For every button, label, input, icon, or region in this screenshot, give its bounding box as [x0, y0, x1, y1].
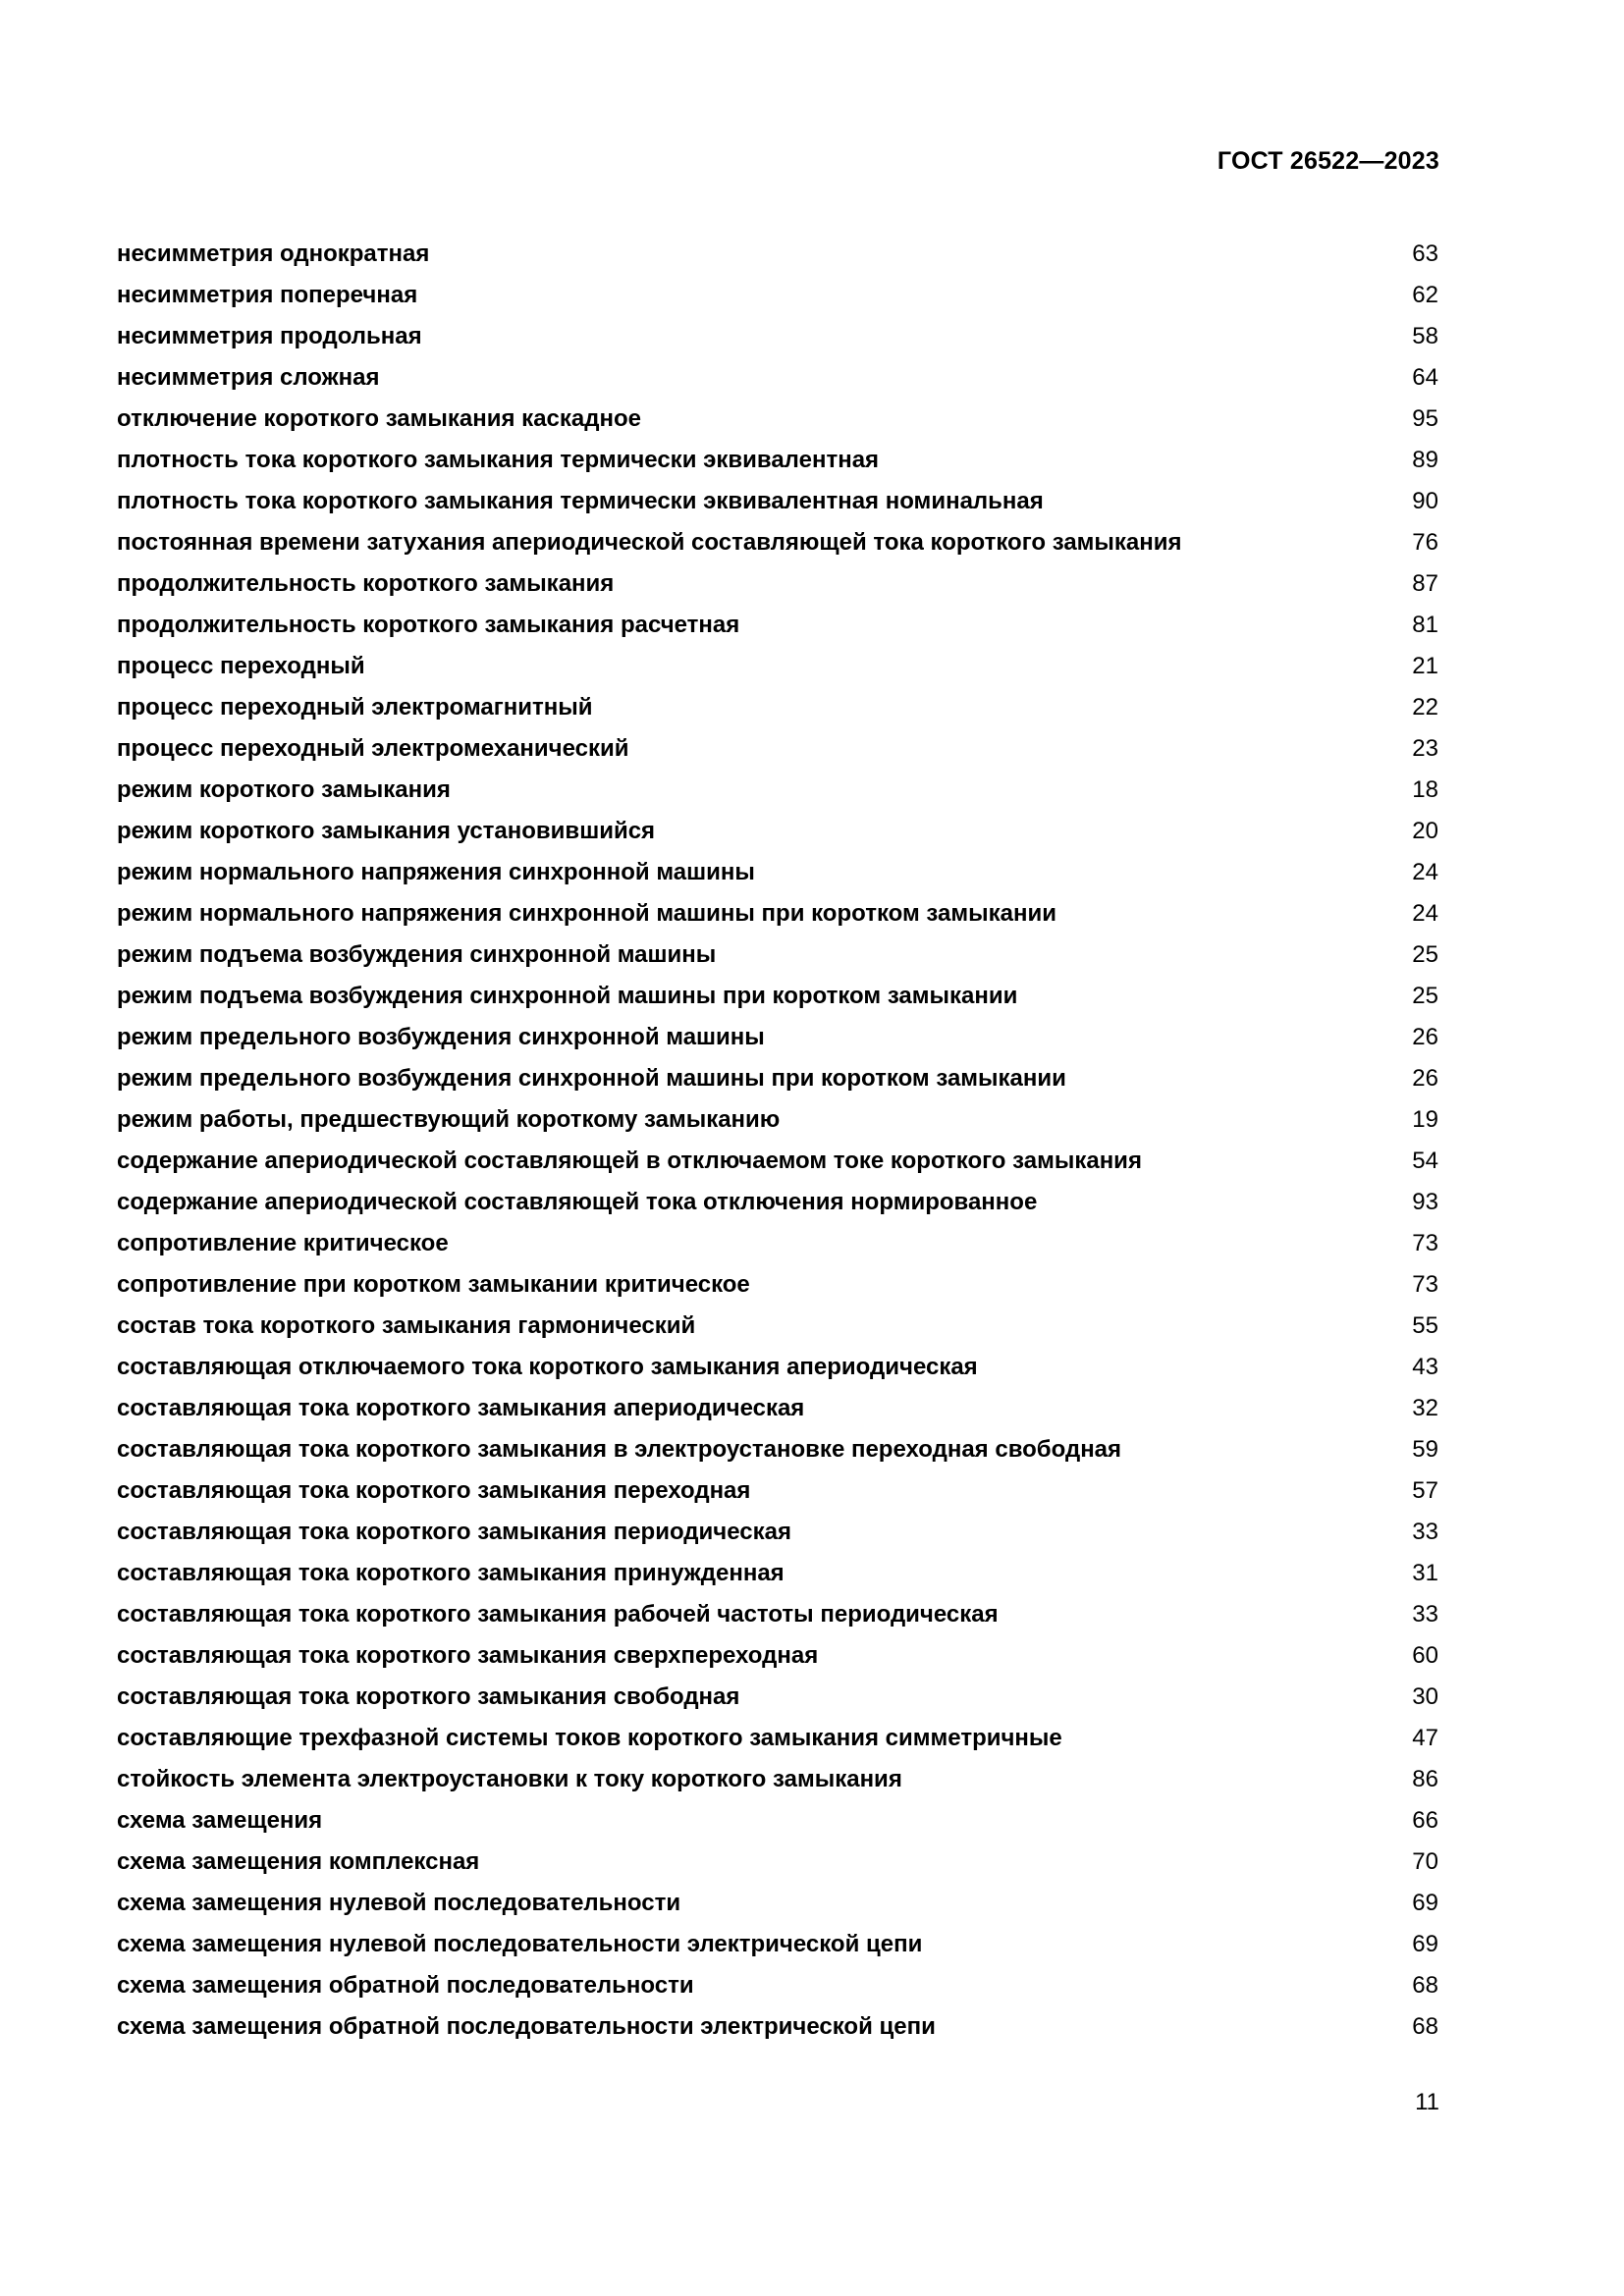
- index-reference-number: 64: [1412, 364, 1438, 391]
- index-entry: [117, 1553, 1438, 1594]
- index-term: несимметрия сложная: [117, 364, 380, 391]
- index-term: составляющая тока короткого замыкания периодическая: [117, 1519, 791, 1545]
- index-entry: [117, 1800, 1438, 1842]
- index-term: сопротивление критическое: [117, 1230, 449, 1256]
- index-term: режим подъема возбуждения синхронной машины при коротком замыкании: [117, 983, 1018, 1009]
- index-entry: [117, 1264, 1438, 1306]
- index-reference-number: 66: [1412, 1807, 1438, 1834]
- index-entry: [117, 1388, 1438, 1429]
- alphabetical-index: [117, 234, 1438, 2048]
- index-entry: [117, 1635, 1438, 1677]
- index-entry: [117, 316, 1438, 357]
- index-entry: [117, 1017, 1438, 1058]
- index-entry: [117, 1924, 1438, 1965]
- index-entry: [117, 399, 1438, 440]
- index-term: режим короткого замыкания: [117, 776, 451, 803]
- index-reference-number: 33: [1412, 1601, 1438, 1628]
- index-reference-number: 87: [1412, 570, 1438, 597]
- index-reference-number: 31: [1412, 1560, 1438, 1586]
- index-entry: [117, 1223, 1438, 1264]
- index-entry: [117, 1141, 1438, 1182]
- index-term: режим нормального напряжения синхронной машины: [117, 859, 755, 885]
- index-term: составляющая тока короткого замыкания апериодическая: [117, 1395, 805, 1421]
- index-term: составляющая отключаемого тока короткого замыкания апериодическая: [117, 1354, 978, 1380]
- index-term: продолжительность короткого замыкания: [117, 570, 615, 597]
- index-reference-number: 86: [1412, 1766, 1438, 1792]
- index-reference-number: 19: [1412, 1106, 1438, 1133]
- index-term: процесс переходный электромеханический: [117, 735, 629, 762]
- index-entry: [117, 1512, 1438, 1553]
- index-reference-number: 20: [1412, 818, 1438, 844]
- index-entry: [117, 522, 1438, 563]
- index-entry: [117, 481, 1438, 522]
- index-term: стойкость элемента электроустановки к току короткого замыкания: [117, 1766, 902, 1792]
- index-reference-number: 21: [1412, 653, 1438, 679]
- index-reference-number: 63: [1412, 240, 1438, 267]
- index-entry: [117, 687, 1438, 728]
- index-reference-number: 47: [1412, 1725, 1438, 1751]
- index-entry: [117, 728, 1438, 770]
- index-reference-number: 73: [1412, 1271, 1438, 1298]
- index-reference-number: 68: [1412, 2013, 1438, 2040]
- index-reference-number: 22: [1412, 694, 1438, 721]
- index-term: процесс переходный электромагнитный: [117, 694, 593, 721]
- index-entry: [117, 357, 1438, 399]
- index-term: схема замещения обратной последовательности электрической цепи: [117, 2013, 936, 2040]
- index-reference-number: 90: [1412, 488, 1438, 514]
- index-entry: [117, 1306, 1438, 1347]
- index-term: несимметрия поперечная: [117, 282, 418, 308]
- index-reference-number: 24: [1412, 859, 1438, 885]
- index-reference-number: 60: [1412, 1642, 1438, 1669]
- index-term: несимметрия продольная: [117, 323, 422, 349]
- index-entry: [117, 1759, 1438, 1800]
- index-reference-number: 70: [1412, 1848, 1438, 1875]
- index-term: режим предельного возбуждения синхронной машины при коротком замыкании: [117, 1065, 1066, 1092]
- index-entry: [117, 1470, 1438, 1512]
- index-reference-number: 24: [1412, 900, 1438, 927]
- index-reference-number: 89: [1412, 447, 1438, 473]
- index-reference-number: 54: [1412, 1148, 1438, 1174]
- index-entry: [117, 852, 1438, 893]
- index-term: содержание апериодической составляющей тока отключения нормированное: [117, 1189, 1038, 1215]
- index-entry: [117, 646, 1438, 687]
- index-reference-number: 73: [1412, 1230, 1438, 1256]
- document-code: ГОСТ 26522—2023: [1217, 147, 1439, 175]
- index-reference-number: 55: [1412, 1312, 1438, 1339]
- index-term: схема замещения: [117, 1807, 323, 1834]
- index-reference-number: 26: [1412, 1065, 1438, 1092]
- index-entry: [117, 1429, 1438, 1470]
- index-term: состав тока короткого замыкания гармонический: [117, 1312, 696, 1339]
- index-reference-number: 23: [1412, 735, 1438, 762]
- index-entry: [117, 1182, 1438, 1223]
- index-reference-number: 32: [1412, 1395, 1438, 1421]
- index-reference-number: 76: [1412, 529, 1438, 556]
- index-entry: [117, 1965, 1438, 2006]
- index-term: режим подъема возбуждения синхронной машины: [117, 941, 717, 968]
- index-entry: [117, 1058, 1438, 1099]
- index-term: плотность тока короткого замыкания термически эквивалентная номинальная: [117, 488, 1044, 514]
- index-reference-number: 25: [1412, 983, 1438, 1009]
- index-term: схема замещения нулевой последовательности: [117, 1890, 681, 1916]
- index-term: плотность тока короткого замыкания термически эквивалентная: [117, 447, 880, 473]
- index-entry: [117, 934, 1438, 976]
- index-term: режим работы, предшествующий короткому замыканию: [117, 1106, 781, 1133]
- index-entry: [117, 1718, 1438, 1759]
- index-entry: [117, 1677, 1438, 1718]
- index-term: составляющая тока короткого замыкания переходная: [117, 1477, 751, 1504]
- index-entry: [117, 1883, 1438, 1924]
- index-term: продолжительность короткого замыкания расчетная: [117, 612, 740, 638]
- index-term: составляющая тока короткого замыкания сверхпереходная: [117, 1642, 819, 1669]
- index-reference-number: 43: [1412, 1354, 1438, 1380]
- index-entry: [117, 275, 1438, 316]
- index-entry: [117, 893, 1438, 934]
- index-reference-number: 81: [1412, 612, 1438, 638]
- index-term: схема замещения комплексная: [117, 1848, 480, 1875]
- index-term: составляющие трехфазной системы токов короткого замыкания симметричные: [117, 1725, 1062, 1751]
- page-number: 11: [1415, 2089, 1439, 2115]
- index-entry: [117, 1594, 1438, 1635]
- index-entry: [117, 2006, 1438, 2048]
- index-reference-number: 58: [1412, 323, 1438, 349]
- index-entry: [117, 770, 1438, 811]
- index-term: режим предельного возбуждения синхронной машины: [117, 1024, 765, 1050]
- index-term: отключение короткого замыкания каскадное: [117, 405, 641, 432]
- index-term: режим нормального напряжения синхронной машины при коротком замыкании: [117, 900, 1056, 927]
- index-term: составляющая тока короткого замыкания принужденная: [117, 1560, 785, 1586]
- index-term: процесс переходный: [117, 653, 365, 679]
- index-entry: [117, 440, 1438, 481]
- index-entry: [117, 234, 1438, 275]
- index-reference-number: 26: [1412, 1024, 1438, 1050]
- index-entry: [117, 563, 1438, 605]
- index-reference-number: 25: [1412, 941, 1438, 968]
- index-reference-number: 68: [1412, 1972, 1438, 1999]
- index-reference-number: 57: [1412, 1477, 1438, 1504]
- index-reference-number: 18: [1412, 776, 1438, 803]
- index-term: несимметрия однократная: [117, 240, 430, 267]
- index-reference-number: 93: [1412, 1189, 1438, 1215]
- index-reference-number: 95: [1412, 405, 1438, 432]
- index-entry: [117, 976, 1438, 1017]
- index-reference-number: 59: [1412, 1436, 1438, 1463]
- index-entry: [117, 605, 1438, 646]
- index-reference-number: 33: [1412, 1519, 1438, 1545]
- index-entry: [117, 1842, 1438, 1883]
- index-entry: [117, 811, 1438, 852]
- index-reference-number: 62: [1412, 282, 1438, 308]
- index-term: составляющая тока короткого замыкания в электроустановке переходная свободная: [117, 1436, 1122, 1463]
- index-term: составляющая тока короткого замыкания рабочей частоты периодическая: [117, 1601, 999, 1628]
- index-entry: [117, 1347, 1438, 1388]
- index-entry: [117, 1099, 1438, 1141]
- index-reference-number: 30: [1412, 1683, 1438, 1710]
- index-term: постоянная времени затухания апериодической составляющей тока короткого замыкания: [117, 529, 1182, 556]
- index-term: содержание апериодической составляющей в отключаемом токе короткого замыкания: [117, 1148, 1142, 1174]
- index-term: схема замещения нулевой последовательности электрической цепи: [117, 1931, 923, 1957]
- index-term: сопротивление при коротком замыкании критическое: [117, 1271, 750, 1298]
- index-reference-number: 69: [1412, 1890, 1438, 1916]
- index-term: схема замещения обратной последовательности: [117, 1972, 694, 1999]
- index-term: режим короткого замыкания установившийся: [117, 818, 656, 844]
- index-reference-number: 69: [1412, 1931, 1438, 1957]
- index-term: составляющая тока короткого замыкания свободная: [117, 1683, 740, 1710]
